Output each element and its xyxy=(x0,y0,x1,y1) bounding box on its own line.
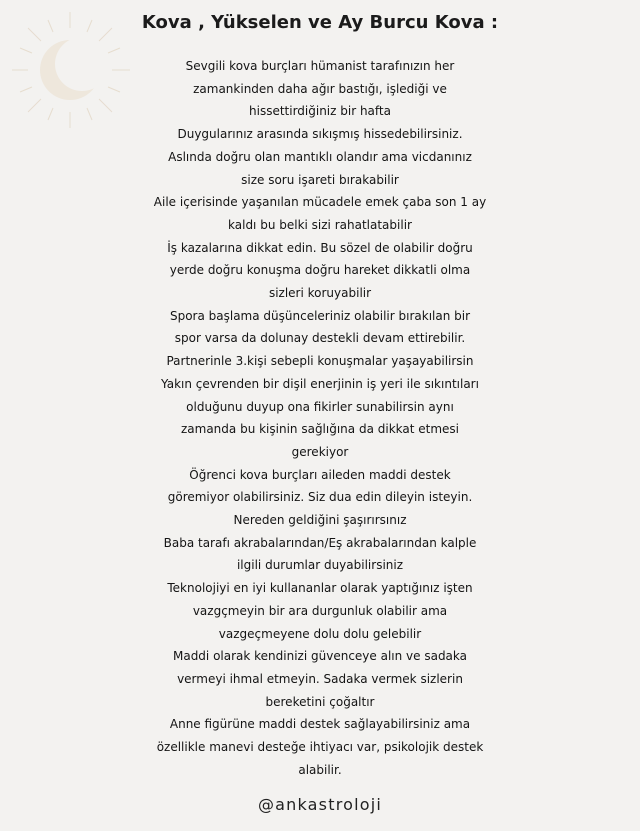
text-line: Teknolojiyi en iyi kullananlar olarak yaptığınız işten xyxy=(167,581,473,596)
text-line: spor varsa da dolunay destekli devam ettirebilir. xyxy=(174,331,466,346)
text-line: vazgeçmeyene dolu dolu gelebilir xyxy=(218,626,422,641)
text-line: bereketini çoğaltır xyxy=(265,694,375,709)
text-line: zamanda bu kişinin sağlığına da dikkat etmesi xyxy=(180,422,459,437)
text-line: göremiyor olabilirsiniz. Siz dua edin dileyin isteyin. xyxy=(167,490,473,505)
text-line: İş kazalarına dikkat edin. Bu sözel de olabilir doğru xyxy=(167,240,473,255)
page-title: Kova , Yükselen ve Ay Burcu Kova : xyxy=(141,12,499,33)
text-line: ilgili durumlar duyabilirsiniz xyxy=(236,558,404,573)
text-line: Maddi olarak kendinizi güvenceye alın ve sadaka xyxy=(172,649,468,664)
text-line: hissettirdiğiniz bir hafta xyxy=(249,104,391,119)
text-line: Nereden geldiğini şaşırırsınız xyxy=(233,513,407,528)
text-line: alabilir. xyxy=(298,762,342,777)
text-line: Öğrenci kova burçları aileden maddi destek xyxy=(189,467,451,482)
text-line: Duygularınız arasında sıkışmış hissedebilirsiniz. xyxy=(177,127,463,142)
text-line: sizleri koruyabilir xyxy=(268,286,372,301)
text-line: kaldı bu belki sizi rahatlatabilir xyxy=(228,217,412,232)
text-line: gerekiyor xyxy=(291,444,349,459)
text-line: Spora başlama düşünceleriniz olabilir bırakılan bir xyxy=(169,308,471,323)
text-line: Anne figürüne maddi destek sağlayabilirsiniz ama xyxy=(169,717,471,732)
text-line: zamankinden daha ağır bastığı, işlediği ve xyxy=(193,81,447,96)
author-handle: @ankastroloji xyxy=(257,795,383,814)
text-line: vermeyi ihmal etmeyin. Sadaka vermek sizlerin xyxy=(177,671,463,686)
text-line: Sevgili kova burçları hümanist tarafınızın her xyxy=(185,59,455,73)
text-line: size soru işareti bırakabilir xyxy=(241,172,399,187)
text-line: Partnerinle 3.kişi sebepli konuşmalar yaşayabilirsin xyxy=(166,354,474,369)
text-line: özellikle manevi desteğe ihtiyacı var, psikolojik destek xyxy=(156,740,484,755)
text-line: Yakın çevrenden bir dişil enerjinin iş yeri ile sıkıntıları xyxy=(161,376,479,391)
text-line: Baba tarafı akrabalarından/Eş akrabalarından kalple xyxy=(163,535,477,550)
horoscope-text xyxy=(0,55,640,782)
text-line: Aslında doğru olan mantıklı olandır ama vicdanınız xyxy=(168,149,472,164)
text-line: olduğunu duyup ona fikirler sunabilirsin aynı xyxy=(186,399,454,414)
text-line: vazgçmeyin bir ara durgunluk olabilir ama xyxy=(192,603,448,618)
text-line: yerde doğru konuşma doğru hareket dikkatli olma xyxy=(169,263,471,278)
text-line: Aile içerisinde yaşanılan mücadele emek çaba son 1 ay xyxy=(153,195,487,210)
